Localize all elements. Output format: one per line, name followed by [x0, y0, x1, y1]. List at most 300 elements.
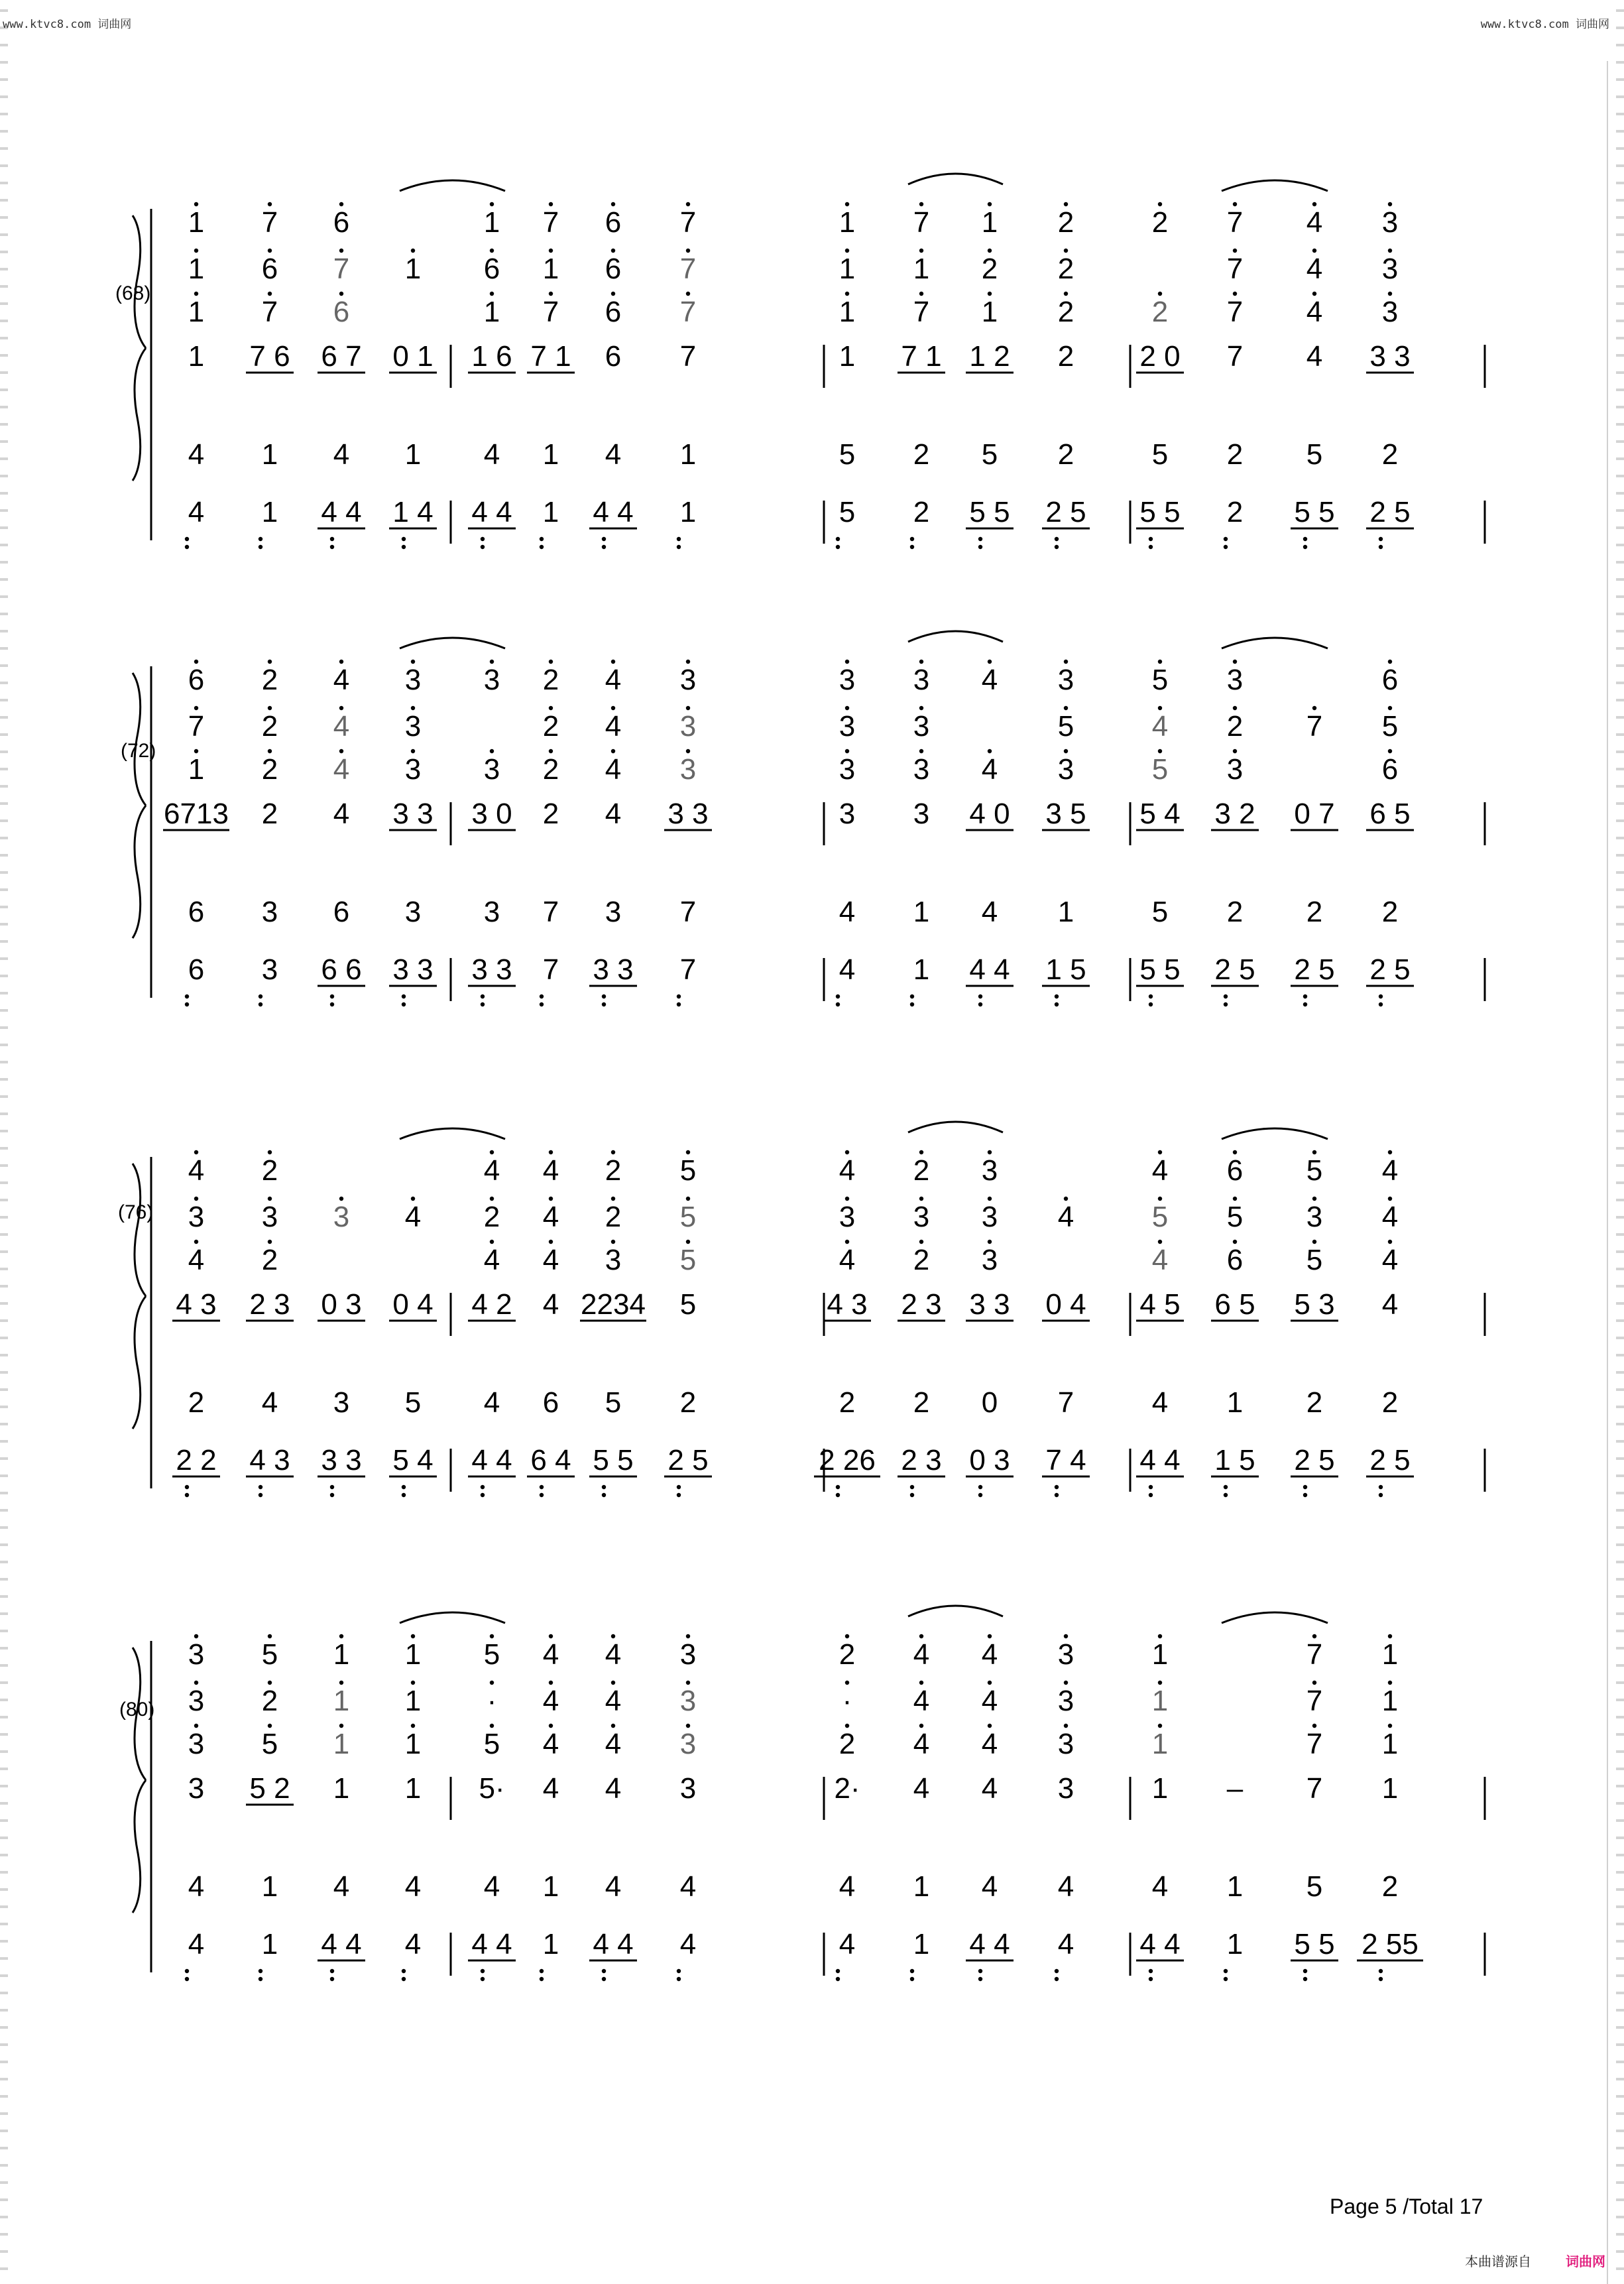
octave-dot	[330, 1485, 334, 1489]
octave-dot	[919, 1197, 923, 1201]
octave-dot	[549, 1681, 553, 1685]
chord-note: 1	[1381, 1728, 1399, 1760]
octave-dot	[602, 994, 606, 998]
slur	[1222, 180, 1328, 191]
chord-note: 4	[333, 753, 350, 786]
melody-note: 2234	[581, 1288, 646, 1321]
bass-chord-note: 6	[188, 896, 205, 928]
octave-dot	[549, 292, 553, 296]
octave-dot	[339, 1724, 343, 1728]
chord-note: 4	[188, 1154, 205, 1187]
octave-dot	[1312, 1150, 1316, 1154]
bass-note: 3 3	[471, 953, 512, 986]
chord-note: 3	[839, 664, 856, 696]
melody-note: 3 3	[392, 798, 434, 830]
chord-note: 7	[1306, 710, 1323, 743]
slur	[400, 180, 505, 191]
octave-dot	[1149, 1485, 1153, 1489]
chord-note: 4	[913, 1728, 930, 1760]
octave-dot	[1224, 1485, 1228, 1489]
octave-dot	[988, 292, 992, 296]
bass-note: 2	[1226, 496, 1244, 528]
octave-dot	[268, 1197, 272, 1201]
octave-dot	[339, 1634, 343, 1638]
bass-chord-note: 7	[679, 896, 697, 928]
chord-note: 2	[913, 1154, 930, 1187]
octave-dot	[919, 660, 923, 664]
chord-note: 1	[483, 206, 500, 239]
melody-note: 7 1	[901, 340, 942, 373]
octave-dot	[1064, 292, 1068, 296]
octave-dot	[268, 1724, 272, 1728]
melody-note: 0 7	[1294, 798, 1335, 830]
octave-dot	[1388, 1150, 1392, 1154]
octave-dot	[1158, 1724, 1162, 1728]
melody-note: 5 4	[1139, 798, 1181, 830]
chord-note: 2	[261, 1154, 278, 1187]
chord-note: 7	[1306, 1638, 1323, 1671]
chord-note: 4	[542, 1685, 559, 1717]
octave-dot	[549, 1634, 553, 1638]
chord-note: 4	[1381, 1154, 1399, 1187]
chord-note: 4	[913, 1638, 930, 1671]
bass-chord-note: 3	[333, 1386, 350, 1419]
chord-note: 4	[483, 1154, 500, 1187]
chord-note: 4	[1381, 1244, 1399, 1276]
octave-dot	[549, 660, 553, 664]
chord-note: 3	[679, 1728, 697, 1760]
bass-chord-note: 4	[404, 1870, 422, 1903]
octave-dot	[411, 706, 415, 710]
chord-note: 3	[188, 1728, 205, 1760]
chord-note: 1	[981, 296, 998, 328]
octave-dot	[194, 749, 198, 753]
chord-note: 2	[483, 1201, 500, 1233]
chord-note: 7	[913, 296, 930, 328]
bass-note: 1	[261, 496, 278, 528]
octave-dot	[1233, 749, 1237, 753]
octave-dot	[1224, 537, 1228, 541]
chord-note: 1	[188, 296, 205, 328]
octave-dot	[1064, 202, 1068, 206]
system-notation	[119, 1101, 1505, 1505]
melody-note: 3	[839, 798, 856, 830]
bass-chord-note: 4	[333, 1870, 350, 1903]
page-counter: Page 5 /Total 17	[1330, 2194, 1483, 2218]
octave-dot	[845, 1197, 849, 1201]
octave-dot	[611, 249, 615, 253]
octave-dot	[330, 1002, 334, 1006]
octave-dot	[1388, 292, 1392, 296]
score-system-76	[119, 1101, 1505, 1505]
octave-dot	[1388, 202, 1392, 206]
chord-note: 4	[1151, 1244, 1169, 1276]
melody-note: 2 3	[249, 1288, 290, 1321]
octave-dot	[549, 1197, 553, 1201]
melody-note: 5 2	[249, 1772, 290, 1805]
chord-note: 3	[188, 1638, 205, 1671]
chord-note: 3	[839, 753, 856, 786]
bass-chord-note: 1	[1226, 1386, 1244, 1419]
octave-dot	[919, 1150, 923, 1154]
octave-dot	[919, 706, 923, 710]
octave-dot	[1303, 994, 1307, 998]
melody-note: 4	[542, 1772, 559, 1805]
measure-number: (80)	[119, 1699, 155, 1720]
octave-dot	[549, 1724, 553, 1728]
chord-note: 7	[1306, 1728, 1323, 1760]
octave-dot	[1149, 1002, 1153, 1006]
melody-note: 1	[839, 340, 856, 373]
octave-dot	[910, 1485, 914, 1489]
octave-dot	[540, 1977, 544, 1981]
bass-chord-note: 4	[188, 1870, 205, 1903]
octave-dot	[1233, 202, 1237, 206]
chord-note: 1	[1381, 1685, 1399, 1717]
chord-note: 5	[1226, 1201, 1244, 1233]
octave-dot	[490, 202, 494, 206]
bass-chord-note: 5	[404, 1386, 422, 1419]
melody-note: 6 7	[321, 340, 362, 373]
octave-dot	[185, 545, 189, 549]
bass-chord-note: 1	[261, 438, 278, 471]
bass-note: 2 5	[1294, 1444, 1335, 1476]
slur	[1222, 1612, 1328, 1623]
slur	[400, 1612, 505, 1623]
melody-note: 4	[333, 798, 350, 830]
octave-dot	[1149, 545, 1153, 549]
octave-dot	[677, 1493, 681, 1497]
octave-dot	[602, 545, 606, 549]
chord-note: 4	[1151, 1154, 1169, 1187]
octave-dot	[1158, 1150, 1162, 1154]
chord-note: 4	[605, 1685, 622, 1717]
octave-dot	[339, 249, 343, 253]
octave-dot	[268, 1681, 272, 1685]
chord-note: 7	[679, 253, 697, 285]
bass-note: 2 5	[1214, 953, 1255, 986]
bass-note: 5 5	[1294, 496, 1335, 528]
bass-chord-note: 2	[188, 1386, 205, 1419]
chord-note: 4	[605, 1728, 622, 1760]
bass-note: 2 5	[1294, 953, 1335, 986]
octave-dot	[402, 994, 406, 998]
octave-dot	[1149, 1969, 1153, 1973]
bass-note: 1	[913, 1928, 930, 1960]
octave-dot	[1149, 537, 1153, 541]
chord-note: 5	[261, 1728, 278, 1760]
octave-dot	[836, 537, 840, 541]
octave-dot	[481, 545, 485, 549]
octave-dot	[259, 545, 262, 549]
melody-note: 1	[1381, 1772, 1399, 1805]
chord-note: 4	[605, 753, 622, 786]
bass-note: 4 4	[593, 496, 634, 528]
melody-note: 6	[605, 340, 622, 373]
octave-dot	[549, 1240, 553, 1244]
octave-dot	[686, 292, 690, 296]
bass-chord-note: 4	[1057, 1870, 1074, 1903]
chord-note: 3	[261, 1201, 278, 1233]
bass-note: 5 5	[969, 496, 1010, 528]
octave-dot	[339, 1681, 343, 1685]
octave-dot	[677, 537, 681, 541]
bass-note: 4 4	[593, 1928, 634, 1960]
chord-note: 6	[1226, 1154, 1244, 1187]
chord-note: 3	[913, 664, 930, 696]
octave-dot	[540, 537, 544, 541]
melody-note: 4	[605, 1772, 622, 1805]
bass-note: 4	[839, 953, 856, 986]
octave-dot	[268, 1150, 272, 1154]
bass-note: 7	[679, 953, 697, 986]
chord-note: 6	[1381, 753, 1399, 786]
bass-note: 1	[1226, 1928, 1244, 1960]
octave-dot	[611, 202, 615, 206]
melody-note: 4	[1381, 1288, 1399, 1321]
chord-note: 2	[1057, 206, 1074, 239]
octave-dot	[919, 1724, 923, 1728]
octave-dot	[481, 1485, 485, 1489]
chord-note: 2	[261, 710, 278, 743]
bass-note: 2 26	[819, 1444, 876, 1476]
chord-note: 3	[679, 1685, 697, 1717]
octave-dot	[1149, 1977, 1153, 1981]
octave-dot	[919, 1681, 923, 1685]
header-right-site: www.ktvc8.com 词曲网	[1480, 18, 1609, 31]
bass-note: 1	[542, 1928, 559, 1960]
octave-dot	[919, 249, 923, 253]
bass-note: 4 4	[321, 1928, 362, 1960]
left-edge-watermark	[0, 0, 8, 2284]
chord-note: 4	[981, 753, 998, 786]
bass-note: 4 4	[1139, 1928, 1181, 1960]
chord-note: 1	[333, 1638, 350, 1671]
melody-note: 7	[1226, 340, 1244, 373]
chord-note: 3	[1226, 664, 1244, 696]
chord-note: 5	[483, 1638, 500, 1671]
chord-note: 3	[1226, 753, 1244, 786]
bass-note: 0 3	[969, 1444, 1010, 1476]
melody-note: 7 6	[249, 340, 290, 373]
octave-dot	[611, 1634, 615, 1638]
melody-note: 2	[261, 798, 278, 830]
melody-note: 5·	[479, 1772, 505, 1805]
octave-dot	[1158, 1197, 1162, 1201]
chord-note: 6	[1381, 664, 1399, 696]
bass-note: 5 5	[1294, 1928, 1335, 1960]
octave-dot	[1303, 1493, 1307, 1497]
bass-chord-note: 2	[1381, 1386, 1399, 1419]
melody-note: 3	[679, 1772, 697, 1805]
octave-dot	[686, 1150, 690, 1154]
melody-note: 3 2	[1214, 798, 1255, 830]
octave-dot	[1312, 706, 1316, 710]
octave-dot	[910, 1002, 914, 1006]
score-system-72	[119, 610, 1505, 1014]
octave-dot	[910, 994, 914, 998]
octave-dot	[1312, 292, 1316, 296]
octave-dot	[268, 660, 272, 664]
octave-dot	[549, 706, 553, 710]
footer-source: 本曲谱源自	[1465, 2255, 1531, 2269]
octave-dot	[611, 1724, 615, 1728]
bass-note: 2 5	[1369, 496, 1411, 528]
octave-dot	[1158, 292, 1162, 296]
bass-chord-note: 1	[404, 438, 422, 471]
octave-dot	[686, 1724, 690, 1728]
chord-note: 2	[981, 253, 998, 285]
bass-note: 4	[1057, 1928, 1074, 1960]
octave-dot	[481, 994, 485, 998]
chord-note: 7	[542, 206, 559, 239]
chord-note: 1	[333, 1685, 350, 1717]
octave-dot	[549, 202, 553, 206]
bass-chord-note: 5	[1306, 1870, 1323, 1903]
melody-note: 5 3	[1294, 1288, 1335, 1321]
octave-dot	[686, 1240, 690, 1244]
octave-dot	[194, 1240, 198, 1244]
octave-dot	[540, 994, 544, 998]
bass-chord-note: 4	[981, 1870, 998, 1903]
bass-note: 1	[542, 496, 559, 528]
octave-dot	[339, 292, 343, 296]
notation-layer	[133, 1606, 1485, 1981]
octave-dot	[481, 1493, 485, 1497]
octave-dot	[1233, 292, 1237, 296]
bass-chord-note: 3	[605, 896, 622, 928]
bass-chord-note: 6	[333, 896, 350, 928]
melody-note: 0 4	[1045, 1288, 1086, 1321]
melody-note: 0 4	[392, 1288, 434, 1321]
brace-lower	[133, 1296, 146, 1429]
chord-note: 5	[1057, 710, 1074, 743]
chord-note: 7	[261, 206, 278, 239]
octave-dot	[1055, 994, 1059, 998]
bass-chord-note: 2	[1306, 896, 1323, 928]
chord-note: 7	[261, 296, 278, 328]
chord-note: 1	[188, 206, 205, 239]
octave-dot	[1379, 1977, 1383, 1981]
chord-note: 6	[605, 296, 622, 328]
chord-note: 7	[1226, 253, 1244, 285]
octave-dot	[1388, 749, 1392, 753]
chord-note: 1	[981, 206, 998, 239]
bass-note: 4 4	[969, 953, 1010, 986]
bass-note: 1	[679, 496, 697, 528]
octave-dot	[1233, 706, 1237, 710]
bass-chord-note: 3	[261, 896, 278, 928]
octave-dot	[1388, 1634, 1392, 1638]
chord-note: 2	[839, 1728, 856, 1760]
chord-note: 2	[1226, 710, 1244, 743]
melody-note: 1	[188, 340, 205, 373]
bass-chord-note: 4	[188, 438, 205, 471]
melody-note: 7	[679, 340, 697, 373]
chord-note: 7	[1306, 1685, 1323, 1717]
chord-note: 5	[679, 1154, 697, 1187]
octave-dot	[1379, 1969, 1383, 1973]
bass-chord-note: 5	[1306, 438, 1323, 471]
octave-dot	[845, 292, 849, 296]
octave-dot	[1388, 1681, 1392, 1685]
chord-note: 5	[679, 1244, 697, 1276]
octave-dot	[339, 1197, 343, 1201]
chord-note: 6	[333, 206, 350, 239]
chord-note: 2	[839, 1638, 856, 1671]
octave-dot	[1158, 706, 1162, 710]
octave-dot	[411, 660, 415, 664]
system-notation	[119, 610, 1505, 1014]
chord-note: 7	[913, 206, 930, 239]
octave-dot	[1224, 545, 1228, 549]
chord-note: 4	[542, 1154, 559, 1187]
octave-dot	[845, 1634, 849, 1638]
octave-dot	[978, 1977, 982, 1981]
brace-lower	[133, 806, 146, 938]
octave-dot	[686, 1634, 690, 1638]
octave-dot	[411, 749, 415, 753]
octave-dot	[402, 537, 406, 541]
slur	[1222, 638, 1328, 648]
chord-note: 4	[1151, 710, 1169, 743]
slur	[908, 174, 1003, 184]
melody-note: 4	[605, 798, 622, 830]
chord-note: 4	[542, 1201, 559, 1233]
octave-dot	[540, 1002, 544, 1006]
octave-dot	[836, 994, 840, 998]
bass-note: 7	[542, 953, 559, 986]
octave-dot	[836, 1969, 840, 1973]
octave-dot	[988, 1681, 992, 1685]
octave-dot	[1055, 1485, 1059, 1489]
octave-dot	[1303, 1977, 1307, 1981]
octave-dot	[978, 1002, 982, 1006]
octave-dot	[686, 202, 690, 206]
chord-note: 1	[404, 253, 422, 285]
bass-note: 4 3	[249, 1444, 290, 1476]
chord-note: 3	[1057, 1685, 1074, 1717]
octave-dot	[686, 749, 690, 753]
chord-note: 3	[1057, 664, 1074, 696]
melody-note: 4	[981, 1772, 998, 1805]
octave-dot	[330, 1977, 334, 1981]
octave-dot	[330, 1969, 334, 1973]
bass-note: 3 3	[392, 953, 434, 986]
octave-dot	[988, 1197, 992, 1201]
melody-note: 6 5	[1369, 798, 1411, 830]
octave-dot	[1224, 1969, 1228, 1973]
octave-dot	[339, 202, 343, 206]
octave-dot	[330, 994, 334, 998]
octave-dot	[481, 1002, 485, 1006]
octave-dot	[836, 1485, 840, 1489]
octave-dot	[1064, 249, 1068, 253]
octave-dot	[1388, 1724, 1392, 1728]
chord-note: 3	[404, 753, 422, 786]
octave-dot	[919, 1240, 923, 1244]
bass-note: 4 4	[471, 496, 512, 528]
octave-dot	[988, 249, 992, 253]
octave-dot	[686, 249, 690, 253]
chord-note: 1	[188, 753, 205, 786]
octave-dot	[845, 749, 849, 753]
chord-note: 7	[188, 710, 205, 743]
octave-dot	[268, 249, 272, 253]
bass-note: 5	[839, 496, 856, 528]
melody-note: 1	[333, 1772, 350, 1805]
slur	[908, 1122, 1003, 1132]
